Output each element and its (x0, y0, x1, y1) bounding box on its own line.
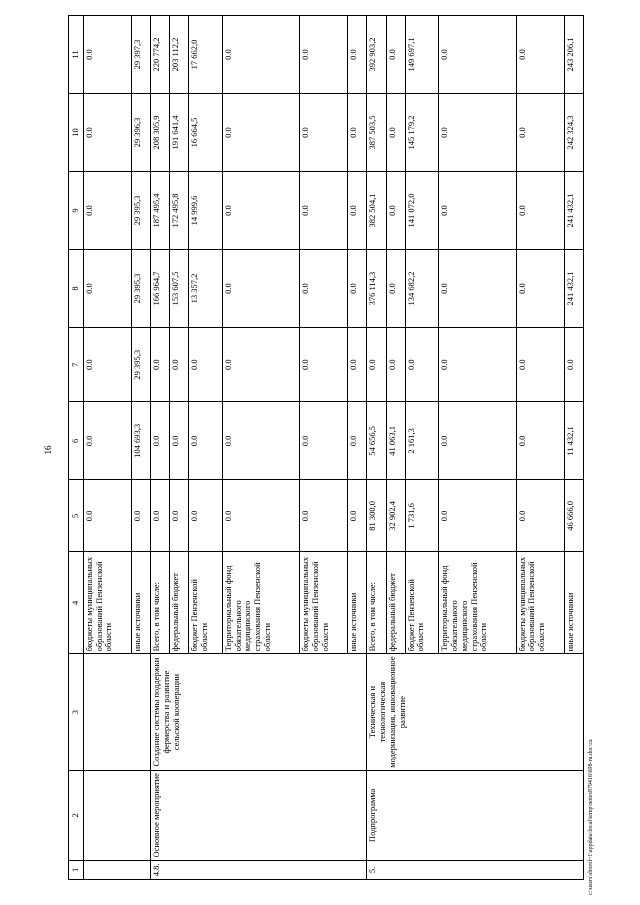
value-cell: 149 697,1 (405, 16, 439, 94)
header-cell: 2 (69, 770, 84, 860)
value-cell: 0.0 (367, 328, 386, 402)
value-cell: 392 903,2 (367, 16, 386, 94)
value-cell: 11 432,1 (564, 402, 583, 480)
value-cell: 172 495,8 (170, 172, 189, 250)
value-cell: 0.0 (222, 172, 299, 250)
value-cell: 0.0 (516, 328, 564, 402)
value-cell: 208 305,9 (151, 94, 170, 172)
source-cell: Территориальный фонд обязательного медицинского страхования Пензенской области (222, 552, 299, 654)
value-cell: 0.0 (516, 172, 564, 250)
source-cell: Всего, в том числе: (367, 552, 386, 654)
header-row (69, 16, 84, 880)
header-cell: 5 (69, 480, 84, 552)
value-cell: 387 503,5 (367, 94, 386, 172)
source-cell: Всего, в том числе: (151, 552, 170, 654)
value-cell: 0.0 (439, 172, 516, 250)
budget-table (68, 15, 584, 880)
value-cell: 145 179,2 (405, 94, 439, 172)
value-cell: 0.0 (170, 480, 189, 552)
value-cell: 0.0 (439, 94, 516, 172)
value-cell: 243 206,1 (564, 16, 583, 94)
value-cell: 0.0 (300, 250, 348, 328)
table-row (367, 16, 386, 880)
table-cell (83, 860, 150, 879)
value-cell: 41 063,1 (386, 402, 405, 480)
value-cell: 0.0 (222, 480, 299, 552)
value-cell: 0.0 (170, 328, 189, 402)
value-cell: 0.0 (348, 250, 367, 328)
value-cell: 0.0 (516, 94, 564, 172)
value-cell: 0.0 (516, 16, 564, 94)
value-cell: 0.0 (348, 94, 367, 172)
value-cell: 104 693,3 (131, 402, 150, 480)
row-type: Подпрограмма (367, 770, 584, 860)
value-cell: 54 656,5 (367, 402, 386, 480)
value-cell: 0.0 (222, 94, 299, 172)
value-cell: 0.0 (300, 402, 348, 480)
source-cell: бюджеты муниципальных образований Пензенской области (83, 552, 131, 654)
value-cell: 0.0 (386, 94, 405, 172)
value-cell: 29 395,3 (131, 250, 150, 328)
header-cell: 7 (69, 328, 84, 402)
value-cell: 241 432,1 (564, 250, 583, 328)
value-cell: 153 607,5 (170, 250, 189, 328)
source-cell: федеральный бюджет (386, 552, 405, 654)
source-cell: иные источники (348, 552, 367, 654)
value-cell: 17 662,0 (189, 16, 223, 94)
header-cell: 1 (69, 860, 84, 879)
value-cell: 0.0 (348, 328, 367, 402)
row-name: Техническая и технологическая модернизация, инновационное развитие (367, 654, 584, 770)
source-cell: иные источники (131, 552, 150, 654)
value-cell: 0.0 (222, 250, 299, 328)
value-cell: 1 731,6 (405, 480, 439, 552)
value-cell: 0.0 (83, 94, 131, 172)
value-cell: 0.0 (151, 402, 170, 480)
value-cell: 0.0 (405, 328, 439, 402)
value-cell: 0.0 (300, 172, 348, 250)
value-cell: 241 432,1 (564, 172, 583, 250)
value-cell: 134 682,2 (405, 250, 439, 328)
header-cell: 6 (69, 402, 84, 480)
value-cell: 0.0 (83, 480, 131, 552)
value-cell: 242 324,3 (564, 94, 583, 172)
row-number: 4.8. (151, 860, 367, 879)
value-cell: 46 666,0 (564, 480, 583, 552)
source-cell: бюджеты муниципальных образований Пензенской области (516, 552, 564, 654)
value-cell: 0.0 (151, 328, 170, 402)
value-cell: 0.0 (189, 328, 223, 402)
value-cell: 0.0 (151, 480, 170, 552)
rotated-table-container (68, 15, 584, 880)
value-cell: 0.0 (439, 402, 516, 480)
row-number: 5. (367, 860, 584, 879)
value-cell: 14 999,6 (189, 172, 223, 250)
value-cell: 0.0 (516, 480, 564, 552)
value-cell: 203 112,2 (170, 16, 189, 94)
value-cell: 0.0 (300, 94, 348, 172)
value-cell: 0.0 (439, 328, 516, 402)
header-cell: 3 (69, 654, 84, 770)
footer-file-path: c:\users\sborol~1\appdata\local\temp\notes879416\608-ru.doc\ca (588, 739, 594, 895)
value-cell: 29 396,3 (131, 94, 150, 172)
value-cell: 2 161,3 (405, 402, 439, 480)
value-cell: 0.0 (348, 402, 367, 480)
value-cell: 0.0 (83, 250, 131, 328)
value-cell: 0.0 (516, 402, 564, 480)
value-cell: 0.0 (222, 402, 299, 480)
value-cell: 0.0 (189, 480, 223, 552)
value-cell: 0.0 (386, 172, 405, 250)
value-cell: 0.0 (131, 480, 150, 552)
table-cell (83, 770, 150, 860)
value-cell: 0.0 (516, 250, 564, 328)
value-cell: 0.0 (300, 480, 348, 552)
value-cell: 29 397,3 (131, 16, 150, 94)
value-cell: 0.0 (386, 328, 405, 402)
source-cell: иные источники (564, 552, 583, 654)
table-row (151, 16, 170, 880)
value-cell: 0.0 (564, 328, 583, 402)
header-cell: 4 (69, 552, 84, 654)
value-cell: 0.0 (189, 402, 223, 480)
value-cell: 141 072,0 (405, 172, 439, 250)
value-cell: 81 300,0 (367, 480, 386, 552)
value-cell: 16 664,5 (189, 94, 223, 172)
value-cell: 0.0 (300, 16, 348, 94)
table-cell (83, 654, 150, 770)
value-cell: 0.0 (222, 328, 299, 402)
value-cell: 0.0 (83, 172, 131, 250)
value-cell: 0.0 (222, 16, 299, 94)
row-type: Основное мероприятие (151, 770, 367, 860)
value-cell: 0.0 (83, 16, 131, 94)
value-cell: 13 357,2 (189, 250, 223, 328)
value-cell: 376 114,3 (367, 250, 386, 328)
value-cell: 0.0 (348, 480, 367, 552)
value-cell: 187 495,4 (151, 172, 170, 250)
value-cell: 166 964,7 (151, 250, 170, 328)
row-name: Создание системы поддержки фермерства и развитие сельской кооперации (151, 654, 367, 770)
value-cell: 0.0 (348, 16, 367, 94)
value-cell: 0.0 (439, 16, 516, 94)
value-cell: 0.0 (386, 16, 405, 94)
value-cell: 32 902,4 (386, 480, 405, 552)
table-row (83, 16, 131, 880)
header-cell: 11 (69, 16, 84, 94)
source-cell: бюджет Пензенской области (189, 552, 223, 654)
value-cell: 0.0 (300, 328, 348, 402)
value-cell: 29 395,3 (131, 328, 150, 402)
value-cell: 220 774,2 (151, 16, 170, 94)
source-cell: бюджет Пензенской области (405, 552, 439, 654)
value-cell: 0.0 (83, 402, 131, 480)
value-cell: 0.0 (439, 250, 516, 328)
header-cell: 9 (69, 172, 84, 250)
value-cell: 0.0 (83, 328, 131, 402)
value-cell: 29 395,3 (131, 172, 150, 250)
value-cell: 0.0 (170, 402, 189, 480)
source-cell: федеральный бюджет (170, 552, 189, 654)
source-cell: Территориальный фонд обязательного медицинского страхования Пензенской области (439, 552, 516, 654)
header-cell: 10 (69, 94, 84, 172)
value-cell: 0.0 (439, 480, 516, 552)
value-cell: 0.0 (348, 172, 367, 250)
source-cell: бюджеты муниципальных образований Пензенской области (300, 552, 348, 654)
value-cell: 191 641,4 (170, 94, 189, 172)
value-cell: 0.0 (386, 250, 405, 328)
page-number: 16 (43, 445, 53, 455)
value-cell: 382 504,1 (367, 172, 386, 250)
header-cell: 8 (69, 250, 84, 328)
